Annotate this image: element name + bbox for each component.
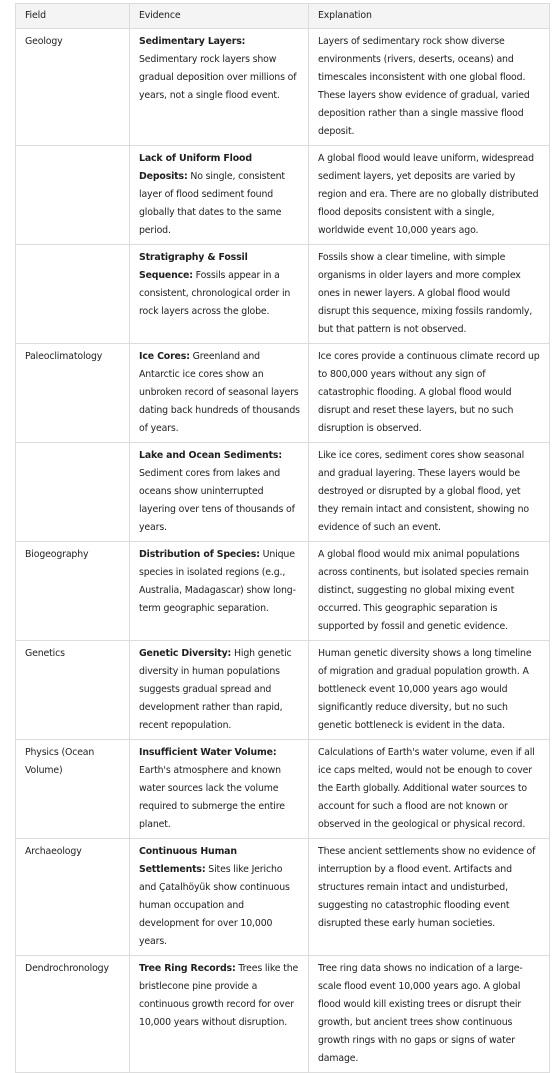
table-row: [16, 542, 550, 641]
table-row: [16, 443, 550, 542]
evidence-text: Sedimentary rock layers show gradual deposition over millions of years, not a single flood event.: [139, 54, 297, 101]
field-cell: Genetics: [16, 641, 130, 740]
evidence-text: Earth's atmosphere and known water sources lack the volume required to submerge the entire planet.: [139, 765, 285, 830]
evidence-cell: [130, 344, 309, 443]
table-row: [16, 641, 550, 740]
evidence-text: Sediment cores from lakes and oceans show uninterrupted layering over tens of thousands of years.: [139, 468, 295, 533]
evidence-table: [15, 3, 550, 1073]
evidence-term: Stratigraphy & Fossil Sequence:: [139, 252, 248, 281]
evidence-text: Trees like the bristlecone pine provide a continuous growth record for over 10,000 years without disruption.: [139, 963, 299, 1028]
table-row: [16, 839, 550, 956]
explanation-cell: A global flood would mix animal populations across continents, but isolated species remain distinct, suggesting no global mixing event occurred. This geographic separation is supported by fossil and genetic evidence.: [309, 542, 550, 641]
table-row: [16, 146, 550, 245]
explanation-cell: Human genetic diversity shows a long timeline of migration and gradual population growth. A bottleneck event 10,000 years ago would significantly reduce diversity, but no such genetic bottleneck is evident in the data.: [309, 641, 550, 740]
evidence-cell: [130, 956, 309, 1073]
explanation-cell: Calculations of Earth's water volume, even if all ice caps melted, would not be enough to cover the Earth globally. Additional water sources to account for such a flood are not known or observed in the geological or physical record.: [309, 740, 550, 839]
field-cell: Dendrochronology: [16, 956, 130, 1073]
evidence-term: Ice Cores:: [139, 351, 190, 362]
evidence-text: No single, consistent layer of flood sediment found globally that dates to the same period.: [139, 171, 285, 236]
header-field: Field: [16, 4, 130, 29]
evidence-cell: [130, 146, 309, 245]
evidence-term: Genetic Diversity:: [139, 648, 232, 659]
evidence-term: Insufficient Water Volume:: [139, 747, 277, 758]
explanation-cell: Layers of sedimentary rock show diverse environments (rivers, deserts, oceans) and timescales inconsistent with one global flood. These layers show evidence of gradual, varied deposition rather than a single massive flood deposit.: [309, 29, 550, 146]
table-header-row: [16, 4, 550, 29]
evidence-text: Fossils appear in a consistent, chronological order in rock layers across the globe.: [139, 270, 291, 317]
evidence-text: Unique species in isolated regions (e.g., Australia, Madagascar) show long-term geographic separation.: [139, 549, 296, 614]
explanation-cell: Ice cores provide a continuous climate record up to 800,000 years without any sign of catastrophic flooding. A global flood would disrupt and reset these layers, but no such disruption is observed.: [309, 344, 550, 443]
evidence-term: Distribution of Species:: [139, 549, 260, 560]
evidence-text: Sites like Jericho and Çatalhöyük show continuous human occupation and development for over 10,000 years.: [139, 864, 290, 947]
evidence-term: Continuous Human Settlements:: [139, 846, 237, 875]
table-row: [16, 344, 550, 443]
explanation-cell: Like ice cores, sediment cores show seasonal and gradual layering. These layers would be destroyed or disrupted by a global flood, yet they remain intact and consistent, showing no evidence of such an event.: [309, 443, 550, 542]
table-row: [16, 245, 550, 344]
evidence-cell: [130, 542, 309, 641]
field-cell: Archaeology: [16, 839, 130, 956]
field-cell: [16, 245, 130, 344]
evidence-cell: [130, 740, 309, 839]
evidence-term: Tree Ring Records:: [139, 963, 236, 974]
evidence-term: Lake and Ocean Sediments:: [139, 450, 282, 461]
evidence-cell: [130, 29, 309, 146]
evidence-text: High genetic diversity in human populations suggests gradual spread and development rather than rapid, recent repopulation.: [139, 648, 292, 731]
evidence-text: Greenland and Antarctic ice cores show an unbroken record of seasonal layers dating back hundreds of thousands of years.: [139, 351, 300, 434]
table-row: [16, 29, 550, 146]
evidence-cell: [130, 641, 309, 740]
explanation-cell: Fossils show a clear timeline, with simple organisms in older layers and more complex ones in newer layers. A global flood would disrupt this sequence, mixing fossils randomly, but that pattern is not observed.: [309, 245, 550, 344]
field-cell: Physics (Ocean Volume): [16, 740, 130, 839]
table-row: [16, 740, 550, 839]
header-evidence: Evidence: [130, 4, 309, 29]
evidence-cell: [130, 245, 309, 344]
table-row: [16, 956, 550, 1073]
evidence-term: Sedimentary Layers:: [139, 36, 246, 47]
field-cell: [16, 443, 130, 542]
explanation-cell: Tree ring data shows no indication of a large-scale flood event 10,000 years ago. A global flood would kill existing trees or disrupt their growth, but ancient trees show continuous growth rings with no gaps or signs of water damage.: [309, 956, 550, 1073]
header-explanation: Explanation: [309, 4, 550, 29]
field-cell: [16, 146, 130, 245]
explanation-cell: These ancient settlements show no evidence of interruption by a flood event. Artifacts and structures remain intact and undisturbed, suggesting no catastrophic flooding event disrupted these early human societies.: [309, 839, 550, 956]
evidence-cell: [130, 443, 309, 542]
field-cell: Biogeography: [16, 542, 130, 641]
field-cell: Paleoclimatology: [16, 344, 130, 443]
evidence-cell: [130, 839, 309, 956]
evidence-term: Lack of Uniform Flood Deposits:: [139, 153, 252, 182]
explanation-cell: A global flood would leave uniform, widespread sediment layers, yet deposits are varied by region and era. There are no globally distributed flood deposits consistent with a single, worldwide event 10,000 years ago.: [309, 146, 550, 245]
field-cell: Geology: [16, 29, 130, 146]
evidence-table-container: [15, 3, 549, 1073]
